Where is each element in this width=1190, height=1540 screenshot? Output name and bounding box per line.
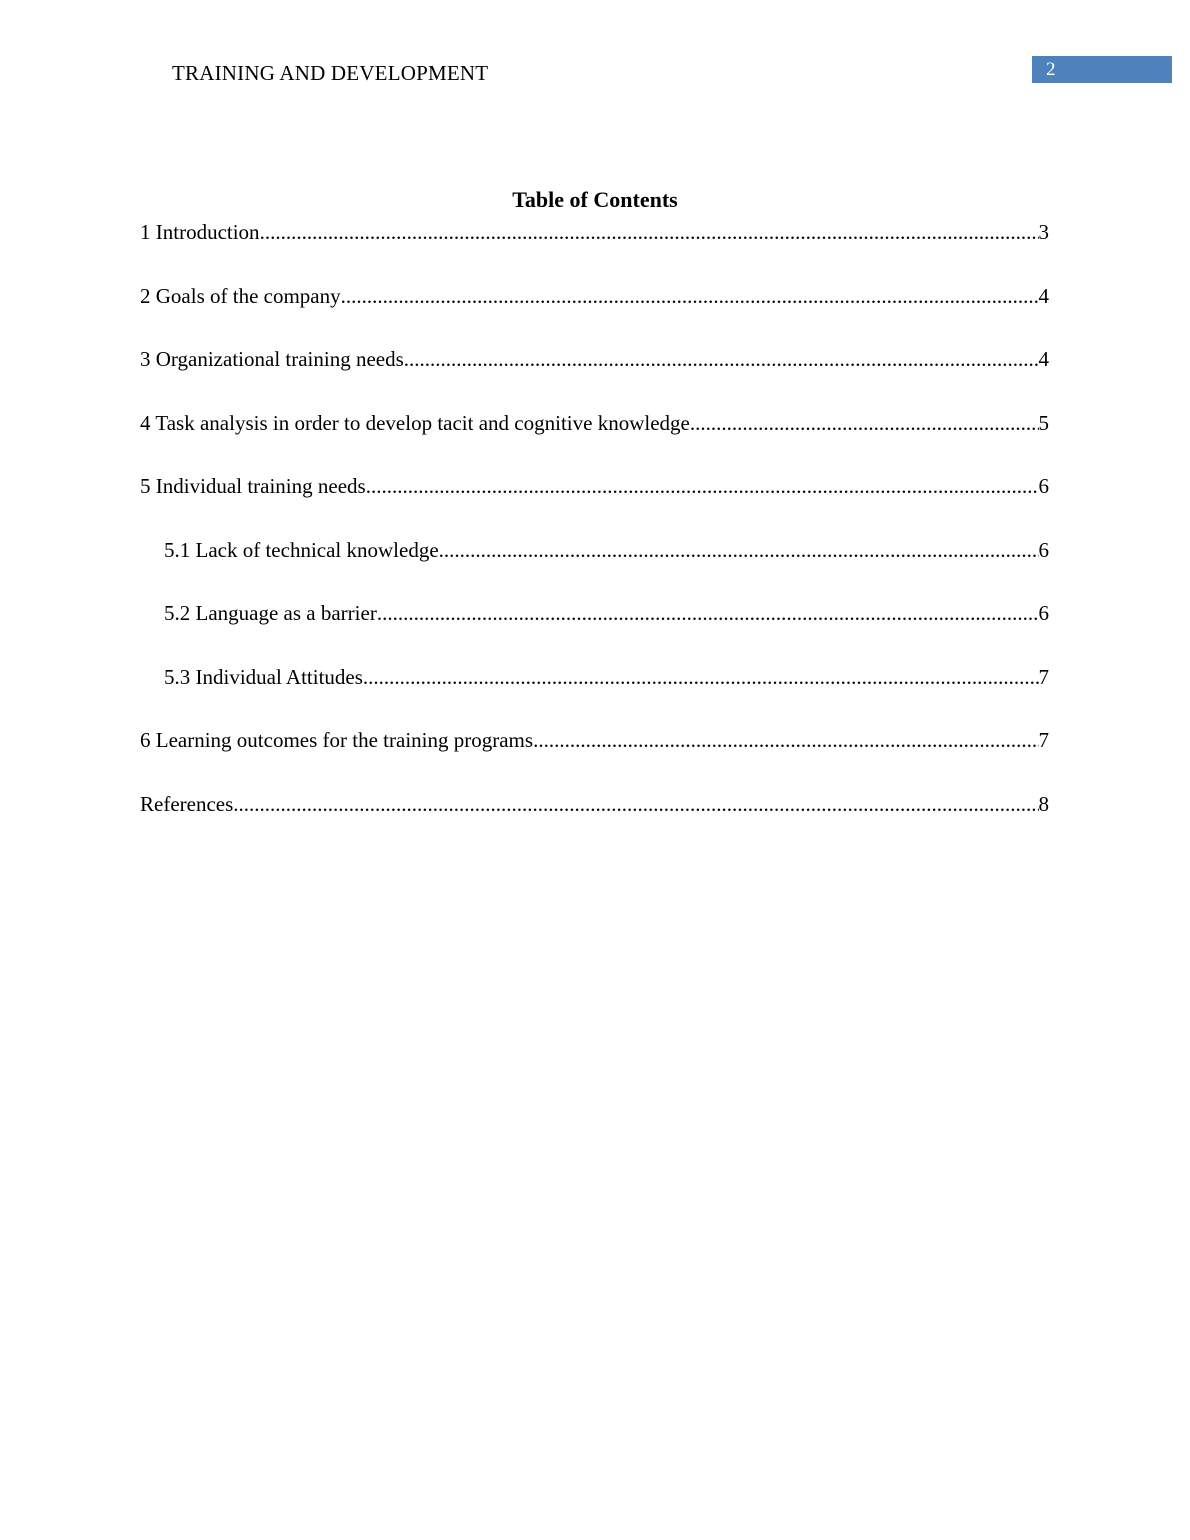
toc-entry-references[interactable] bbox=[140, 790, 1049, 854]
toc-entry-label: 6 Learning outcomes for the training programs bbox=[140, 728, 534, 752]
page-number-badge bbox=[1032, 56, 1172, 83]
toc-entry-label: References bbox=[140, 791, 234, 816]
toc-dot-leader bbox=[363, 663, 1039, 691]
toc-entry-label: 3 Organizational training needs bbox=[140, 347, 404, 371]
toc-entry-page: 7 bbox=[1038, 664, 1049, 689]
toc-entry-learning-outcomes[interactable] bbox=[140, 726, 1049, 790]
toc-dot-leader bbox=[377, 599, 1039, 627]
toc-entry-label: 2 Goals of the company bbox=[140, 283, 341, 308]
toc-entry-page: 4 bbox=[1038, 283, 1049, 308]
page-number: 2 bbox=[1046, 59, 1056, 80]
toc-title: Table of Contents bbox=[512, 187, 678, 212]
toc-entry-page: 7 bbox=[1038, 728, 1049, 752]
toc-entry-goals[interactable] bbox=[140, 282, 1049, 346]
toc-entry-task-analysis[interactable] bbox=[140, 409, 1049, 473]
toc-list bbox=[140, 218, 1049, 853]
toc-entry-individual-needs[interactable] bbox=[140, 472, 1049, 536]
toc-entry-page: 3 bbox=[1038, 220, 1049, 244]
toc-dot-leader bbox=[341, 282, 1039, 310]
running-head: TRAINING AND DEVELOPMENT bbox=[172, 61, 489, 85]
toc-entry-page: 8 bbox=[1038, 791, 1049, 816]
toc-dot-leader bbox=[690, 409, 1039, 437]
toc-entry-label: 4 Task analysis in order to develop tacit and cognitive knowledge bbox=[140, 410, 690, 435]
toc-entry-label: 5.3 Individual Attitudes bbox=[164, 664, 363, 689]
toc-entry-individual-attitudes[interactable] bbox=[140, 663, 1049, 727]
toc-entry-label: 5.1 Lack of technical knowledge bbox=[164, 537, 439, 562]
toc-entry-page: 6 bbox=[1038, 537, 1049, 562]
toc-entry-introduction[interactable] bbox=[140, 218, 1049, 282]
toc-dot-leader bbox=[366, 472, 1039, 500]
toc-entry-label: 5.2 Language as a barrier bbox=[164, 601, 377, 625]
toc-dot-leader bbox=[439, 536, 1039, 564]
toc-dot-leader bbox=[233, 790, 1038, 818]
toc-entry-technical-knowledge[interactable] bbox=[140, 536, 1049, 600]
toc-entry-language-barrier[interactable] bbox=[140, 599, 1049, 663]
toc-entry-page: 5 bbox=[1038, 410, 1049, 435]
toc-entry-page: 4 bbox=[1038, 347, 1049, 371]
toc-entry-label: 5 Individual training needs bbox=[140, 474, 366, 498]
toc-dot-leader bbox=[260, 218, 1039, 246]
toc-dot-leader bbox=[404, 345, 1039, 373]
toc-entry-page: 6 bbox=[1038, 474, 1049, 498]
toc-entry-organizational-needs[interactable] bbox=[140, 345, 1049, 409]
toc-dot-leader bbox=[533, 726, 1038, 754]
toc-entry-label: 1 Introduction bbox=[140, 220, 260, 244]
toc-entry-page: 6 bbox=[1038, 601, 1049, 625]
